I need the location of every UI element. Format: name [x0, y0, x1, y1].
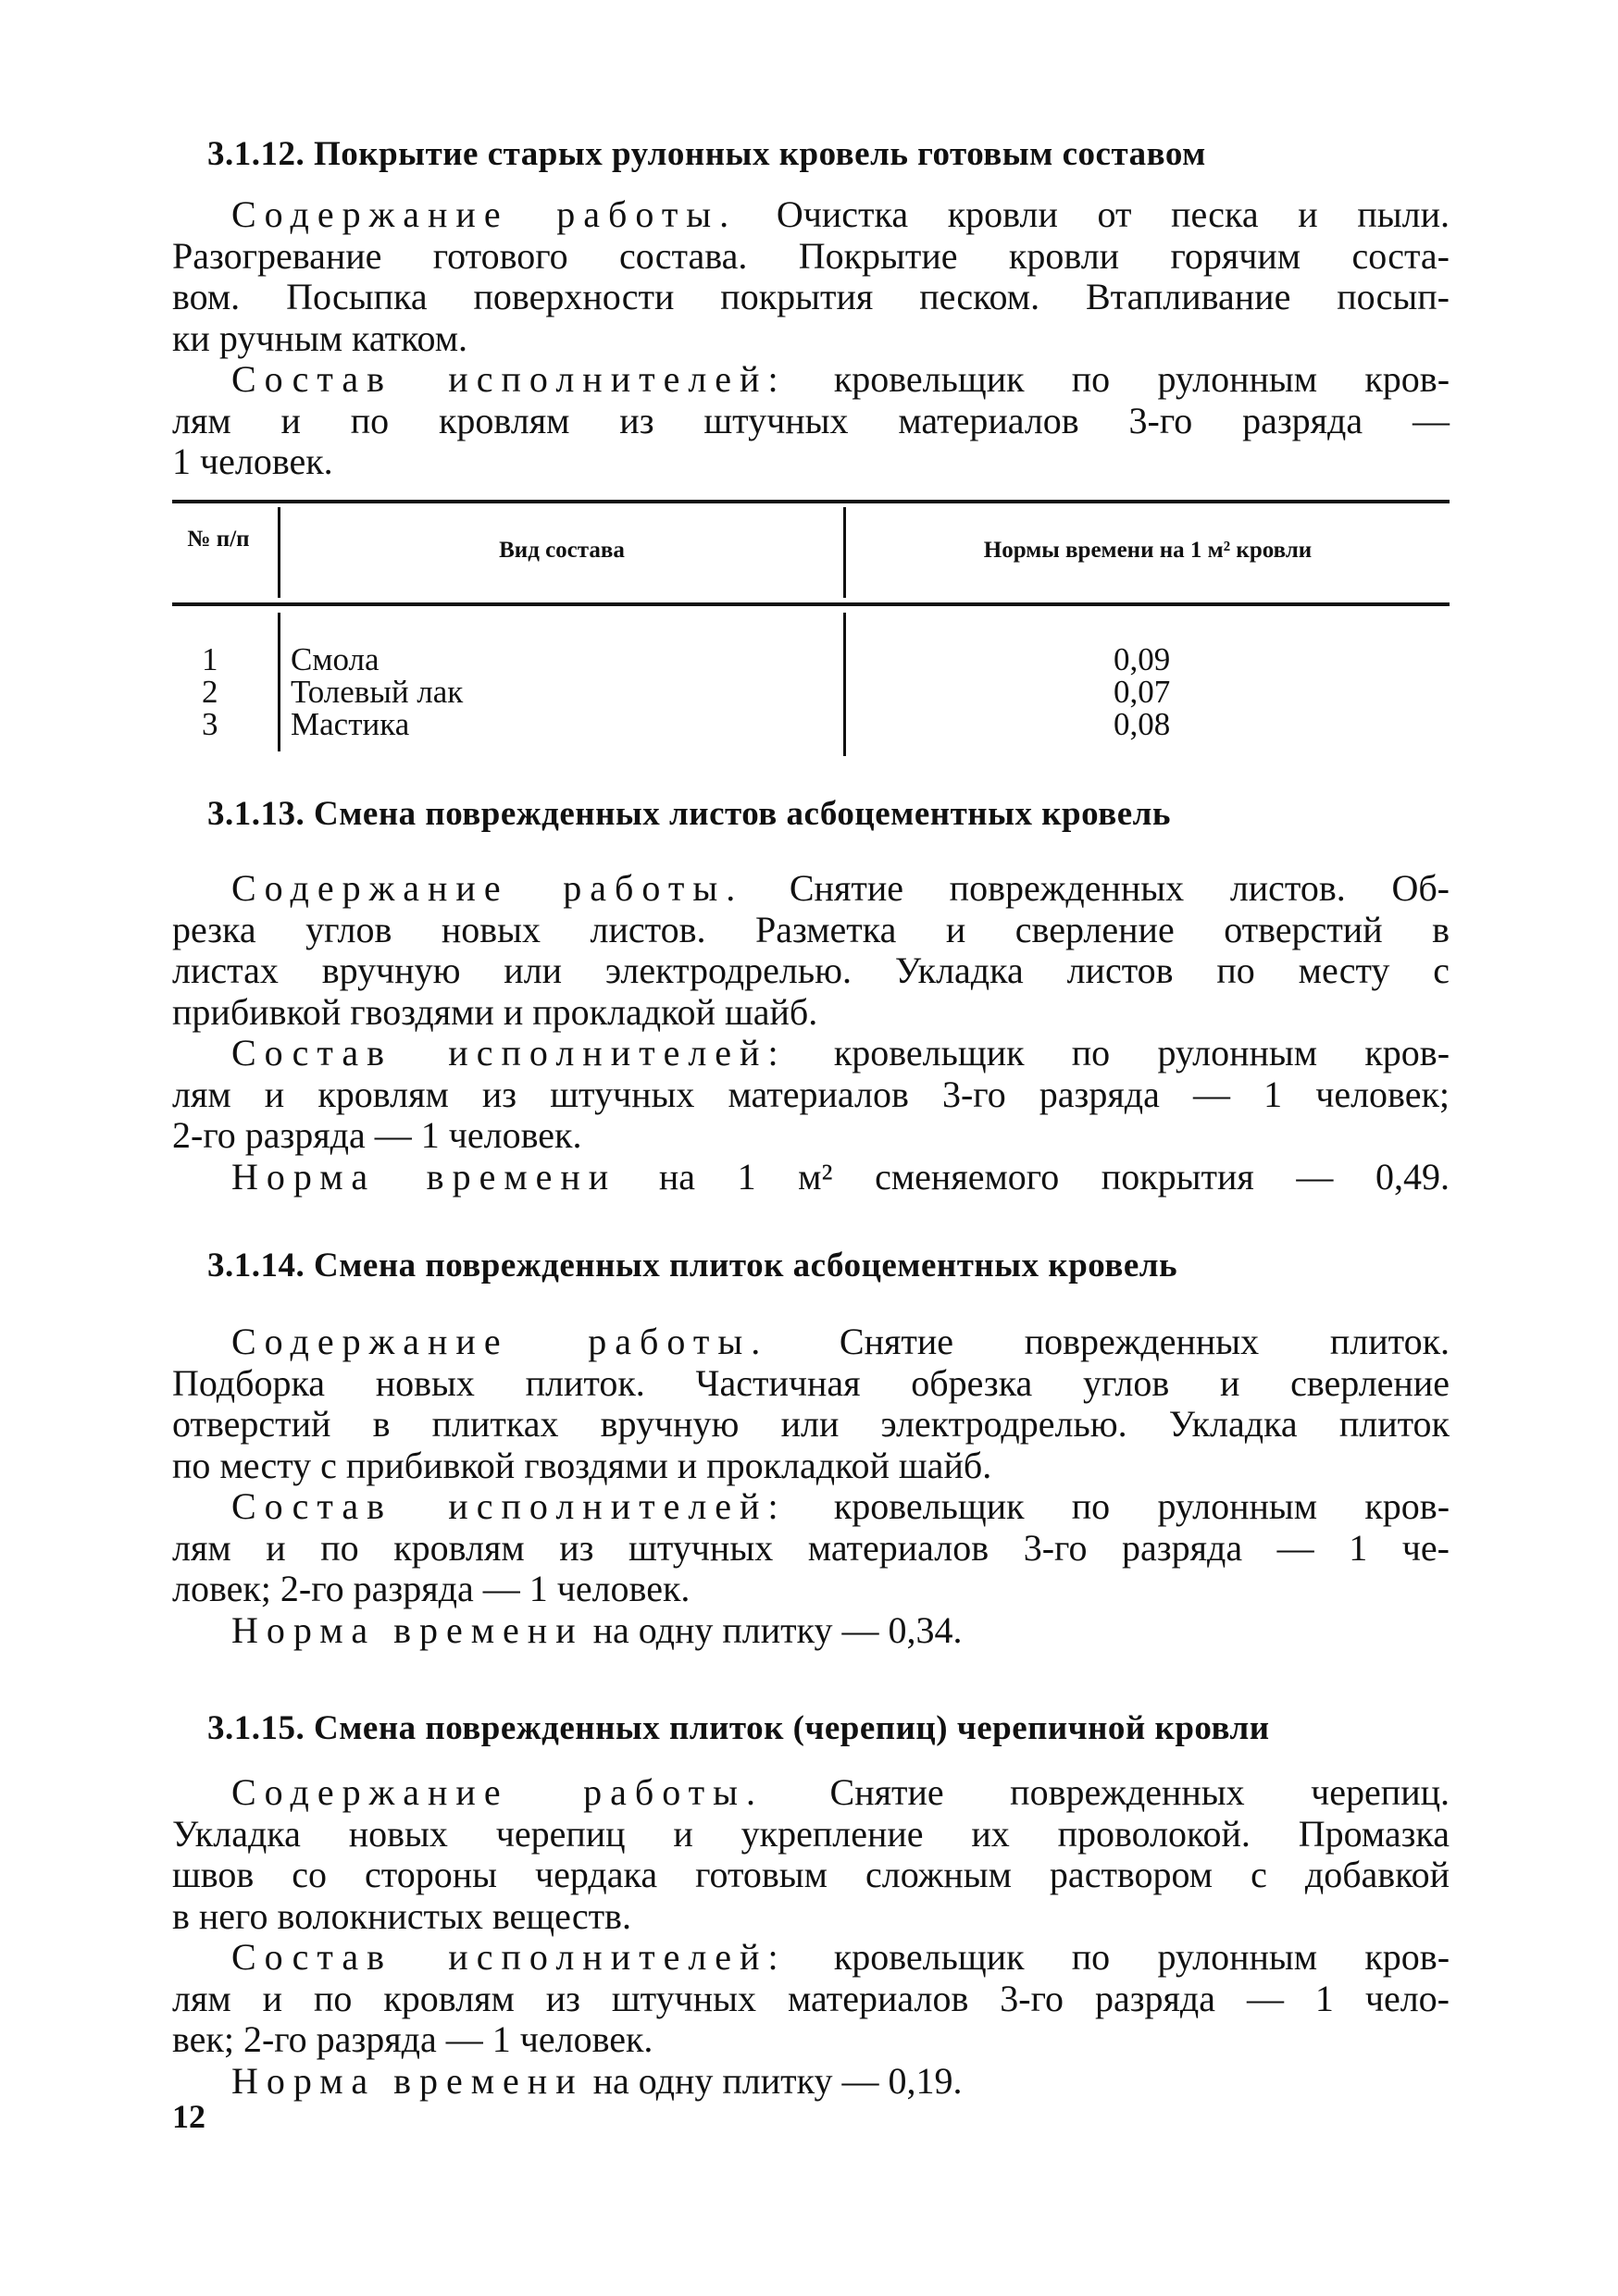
page-number: 12 — [172, 2098, 205, 2135]
line-text: прибивкой гвоздями и прокладкой шайб. — [172, 990, 818, 1033]
section-body-3-1-14 — [172, 1322, 1450, 1651]
paragraph-line — [172, 950, 1450, 992]
paragraph-line — [172, 1157, 1450, 1198]
paragraph-line — [172, 868, 1450, 910]
spaced-lead: Содержание работы. — [231, 867, 744, 909]
paragraph-line — [172, 910, 1450, 951]
line-text: век; 2-го разряда — 1 человек. — [172, 2018, 653, 2060]
line-text: Укладка новых черепиц и укрепление их проволокой. Промазка — [172, 1812, 1450, 1855]
paragraph-line — [172, 194, 1450, 236]
row-time-norm: 0,09 — [1114, 641, 1171, 677]
line-text: лям и по кровлям из штучных материалов 3-го разряда — — [172, 399, 1450, 441]
line-text: Подборка новых плиток. Частичная обрезка углов и сверление — [172, 1361, 1450, 1404]
line-text: резка углов новых листов. Разметка и сверление отверстий в — [172, 908, 1450, 950]
section-body-3-1-15 — [172, 1772, 1450, 2102]
spaced-lead: Содержание работы. — [231, 1771, 765, 1813]
line-text: кровельщик по рулонным кров- — [833, 358, 1450, 400]
column-divider — [278, 613, 280, 751]
table-top-rule — [172, 500, 1450, 503]
paragraph-line — [172, 1896, 1450, 1938]
row-composition: Мастика — [291, 706, 410, 742]
row-composition: Смола — [291, 641, 380, 677]
line-text: Разогревание готового состава. Покрытие кровли горячим соста- — [172, 234, 1450, 277]
line-text: 2-го разряда — 1 человек. — [172, 1114, 582, 1156]
line-text: лям и кровлям из штучных материалов 3-го разряда — 1 человек; — [172, 1073, 1450, 1115]
column-divider — [843, 613, 846, 756]
row-number: 2 — [202, 674, 218, 710]
line-text: кровельщик по рулонным кров- — [833, 1032, 1450, 1074]
section-title-3-1-13: 3.1.13. Смена поврежденных листов асбоцементных кровель — [207, 795, 1171, 833]
paragraph-line — [172, 2061, 1450, 2103]
row-composition: Толевый лак — [291, 674, 464, 710]
section-body-3-1-12 — [172, 194, 1450, 483]
spaced-lead: Состав исполнителей: — [231, 1936, 787, 1978]
paragraph-line — [172, 1937, 1450, 1979]
paragraph-line — [172, 1074, 1450, 1116]
spaced-lead: Норма времени — [231, 2059, 584, 2102]
line-text: Очистка кровли от песка и пыли. — [776, 193, 1450, 235]
section-body-3-1-13 — [172, 868, 1450, 1198]
paragraph-line — [172, 1115, 1450, 1157]
line-text: по месту с прибивкой гвоздями и прокладкой шайб. — [172, 1444, 992, 1486]
section-title-3-1-14: 3.1.14. Смена поврежденных плиток асбоцементных кровель — [207, 1247, 1178, 1285]
paragraph-line — [172, 441, 1450, 483]
line-text: лям и по кровлям из штучных материалов 3-го разряда — 1 че- — [172, 1526, 1450, 1569]
paragraph-line — [172, 2019, 1450, 2061]
paragraph-line — [172, 1322, 1450, 1363]
line-text: в него волокнистых веществ. — [172, 1894, 631, 1937]
paragraph-line — [172, 1979, 1450, 2020]
spaced-lead: Норма времени — [231, 1155, 617, 1198]
spaced-lead: Состав исполнителей: — [231, 1032, 787, 1074]
paragraph-line — [172, 1610, 1450, 1652]
line-text: листах вручную или электродрелью. Укладка листов по месту с — [172, 949, 1450, 991]
header-time-norm: Нормы времени на 1 м² кровли — [983, 538, 1313, 563]
paragraph-line — [172, 318, 1450, 360]
paragraph-line — [172, 992, 1450, 1034]
spaced-lead: Состав исполнителей: — [231, 358, 787, 400]
line-text: вом. Посыпка поверхности покрытия песком. Втапливание посып- — [172, 276, 1450, 317]
spaced-lead: Содержание работы. — [231, 1321, 769, 1362]
paragraph-line — [172, 1363, 1450, 1405]
line-text: ловек; 2-го разряда — 1 человек. — [172, 1568, 691, 1609]
line-text: лям и по кровлям из штучных материалов 3-го разряда — 1 чело- — [172, 1977, 1450, 2019]
line-text: Снятие поврежденных листов. Об- — [789, 867, 1450, 909]
row-time-norm: 0,08 — [1114, 706, 1171, 742]
spaced-lead: Содержание работы. — [231, 193, 738, 235]
composition-time-table — [172, 500, 1450, 759]
header-composition: Вид состава — [499, 538, 625, 563]
paragraph-line — [172, 1772, 1450, 1814]
section-title-3-1-12: 3.1.12. Покрытие старых рулонных кровель готовым составом — [207, 135, 1206, 173]
paragraph-line — [172, 277, 1450, 318]
line-text: на одну плитку — 0,34. — [592, 1608, 963, 1651]
paragraph-line — [172, 359, 1450, 401]
line-text: 1 человек. — [172, 441, 333, 482]
header-number: № п/п — [187, 527, 250, 552]
row-time-norm: 0,07 — [1114, 674, 1171, 710]
paragraph-line — [172, 1569, 1450, 1610]
line-text: отверстий в плитках вручную или электродрелью. Укладка плиток — [172, 1403, 1450, 1445]
line-text: швов со стороны чердака готовым сложным раствором с добавкой — [172, 1854, 1450, 1895]
line-text: на 1 м² сменяемого покрытия — 0,49. — [658, 1155, 1450, 1198]
table-header-rule — [172, 602, 1450, 606]
spaced-lead: Норма времени — [231, 1608, 584, 1651]
line-text: кровельщик по рулонным кров- — [833, 1485, 1450, 1527]
section-title-3-1-15: 3.1.15. Смена поврежденных плиток (черепиц) черепичной кровли — [207, 1709, 1270, 1747]
paragraph-line — [172, 1033, 1450, 1074]
line-text: Снятие поврежденных плиток. — [839, 1321, 1450, 1362]
paragraph-line — [172, 1855, 1450, 1896]
paragraph-line — [172, 236, 1450, 278]
line-text: Снятие поврежденных черепиц. — [829, 1771, 1450, 1813]
paragraph-line — [172, 1528, 1450, 1570]
paragraph-line — [172, 401, 1450, 442]
paragraph-line — [172, 1404, 1450, 1446]
row-number: 1 — [202, 641, 218, 677]
paragraph-line — [172, 1446, 1450, 1487]
line-text: ки ручным катком. — [172, 316, 468, 359]
row-number: 3 — [202, 706, 218, 742]
line-text: на одну плитку — 0,19. — [592, 2059, 963, 2102]
paragraph-line — [172, 1486, 1450, 1528]
line-text: кровельщик по рулонным кров- — [833, 1936, 1450, 1978]
paragraph-line — [172, 1814, 1450, 1855]
spaced-lead: Состав исполнителей: — [231, 1485, 787, 1527]
